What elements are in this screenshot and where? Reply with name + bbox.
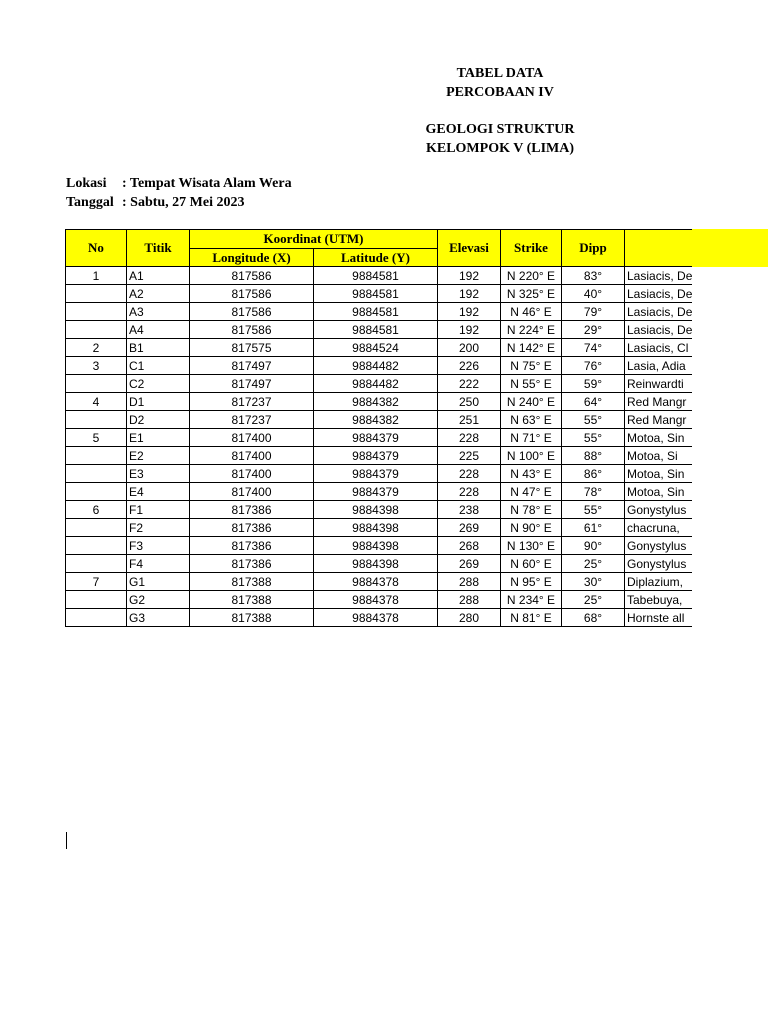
- cell-elevasi: 228: [438, 429, 501, 447]
- cell-titik: B1: [127, 339, 190, 357]
- cell-strike: N 81° E: [501, 609, 562, 627]
- cell-no: [66, 483, 127, 501]
- header-elevasi: Elevasi: [438, 230, 501, 267]
- cell-dipp: 78°: [562, 483, 625, 501]
- cell-dipp: 59°: [562, 375, 625, 393]
- cell-titik: G2: [127, 591, 190, 609]
- header-strike: Strike: [501, 230, 562, 267]
- cell-keterangan: Lasiacis, De: [625, 285, 693, 303]
- cell-strike: N 325° E: [501, 285, 562, 303]
- tanggal-line: [66, 195, 245, 211]
- cell-dipp: 90°: [562, 537, 625, 555]
- cell-latitude: 9884382: [314, 411, 438, 429]
- cell-no: 1: [66, 267, 127, 285]
- table-row: [66, 375, 693, 393]
- cell-no: 5: [66, 429, 127, 447]
- cell-strike: N 100° E: [501, 447, 562, 465]
- cell-latitude: 9884482: [314, 357, 438, 375]
- title-line-4: KELOMPOK V (LIMA): [425, 141, 575, 156]
- cell-latitude: 9884581: [314, 321, 438, 339]
- cell-keterangan: Diplazium,: [625, 573, 693, 591]
- cell-no: [66, 519, 127, 537]
- cell-dipp: 30°: [562, 573, 625, 591]
- cell-elevasi: 226: [438, 357, 501, 375]
- cell-keterangan: Motoa, Sin: [625, 429, 693, 447]
- cell-longitude: 817386: [190, 501, 314, 519]
- cell-keterangan: Lasiacis, De: [625, 303, 693, 321]
- cell-longitude: 817400: [190, 483, 314, 501]
- cell-strike: N 90° E: [501, 519, 562, 537]
- cell-no: [66, 465, 127, 483]
- cell-latitude: 9884378: [314, 591, 438, 609]
- cell-no: [66, 285, 127, 303]
- table-row: [66, 609, 693, 627]
- cell-longitude: 817497: [190, 357, 314, 375]
- cell-titik: A1: [127, 267, 190, 285]
- cell-longitude: 817386: [190, 519, 314, 537]
- cell-dipp: 88°: [562, 447, 625, 465]
- cell-no: 3: [66, 357, 127, 375]
- cell-latitude: 9884379: [314, 483, 438, 501]
- cell-keterangan: chacruna,: [625, 519, 693, 537]
- cell-dipp: 74°: [562, 339, 625, 357]
- table-row: [66, 285, 693, 303]
- cell-titik: F3: [127, 537, 190, 555]
- cell-latitude: 9884581: [314, 285, 438, 303]
- cell-strike: N 63° E: [501, 411, 562, 429]
- cell-longitude: 817586: [190, 321, 314, 339]
- cell-no: [66, 321, 127, 339]
- table-row: [66, 411, 693, 429]
- cell-latitude: 9884382: [314, 393, 438, 411]
- header-longitude: Longitude (X): [190, 249, 314, 267]
- header-no: No: [66, 230, 127, 267]
- header-dipp: Dipp: [562, 230, 625, 267]
- title-line-1: TABEL DATA: [456, 66, 544, 81]
- cell-latitude: 9884379: [314, 447, 438, 465]
- cell-strike: N 60° E: [501, 555, 562, 573]
- title-line-2: PERCOBAAN IV: [446, 85, 554, 100]
- cell-titik: E2: [127, 447, 190, 465]
- cell-dipp: 40°: [562, 285, 625, 303]
- cell-titik: F4: [127, 555, 190, 573]
- table-row: [66, 303, 693, 321]
- cell-keterangan: Motoa, Sin: [625, 483, 693, 501]
- text-cursor: [66, 832, 67, 849]
- cell-latitude: 9884398: [314, 555, 438, 573]
- table-row: [66, 519, 693, 537]
- cell-no: [66, 375, 127, 393]
- cell-latitude: 9884581: [314, 267, 438, 285]
- cell-no: 4: [66, 393, 127, 411]
- cell-dipp: 55°: [562, 429, 625, 447]
- header-fill-overflow: [686, 229, 768, 267]
- cell-longitude: 817386: [190, 537, 314, 555]
- cell-dipp: 79°: [562, 303, 625, 321]
- cell-titik: A3: [127, 303, 190, 321]
- cell-titik: E4: [127, 483, 190, 501]
- table-row: [66, 393, 693, 411]
- cell-strike: N 220° E: [501, 267, 562, 285]
- cell-strike: N 71° E: [501, 429, 562, 447]
- table-row: [66, 267, 693, 285]
- cell-longitude: 817400: [190, 465, 314, 483]
- cell-dipp: 76°: [562, 357, 625, 375]
- cell-latitude: 9884379: [314, 429, 438, 447]
- table-row: [66, 429, 693, 447]
- cell-strike: N 78° E: [501, 501, 562, 519]
- table-row: [66, 591, 693, 609]
- cell-latitude: 9884378: [314, 609, 438, 627]
- header-koordinat: Koordinat (UTM): [190, 230, 438, 249]
- cell-latitude: 9884398: [314, 519, 438, 537]
- cell-latitude: 9884379: [314, 465, 438, 483]
- cell-elevasi: 288: [438, 591, 501, 609]
- cell-elevasi: 225: [438, 447, 501, 465]
- table-header: [66, 230, 693, 267]
- cell-longitude: 817400: [190, 429, 314, 447]
- cell-elevasi: 269: [438, 519, 501, 537]
- cell-dipp: 55°: [562, 411, 625, 429]
- table-row: [66, 447, 693, 465]
- header-keterangan: [625, 230, 693, 267]
- cell-dipp: 55°: [562, 501, 625, 519]
- cell-strike: N 75° E: [501, 357, 562, 375]
- cell-elevasi: 268: [438, 537, 501, 555]
- cell-elevasi: 288: [438, 573, 501, 591]
- cell-no: [66, 555, 127, 573]
- cell-titik: F1: [127, 501, 190, 519]
- cell-dipp: 68°: [562, 609, 625, 627]
- cell-keterangan: Red Mangr: [625, 411, 693, 429]
- cell-elevasi: 280: [438, 609, 501, 627]
- cell-no: [66, 447, 127, 465]
- cell-elevasi: 251: [438, 411, 501, 429]
- cell-dipp: 61°: [562, 519, 625, 537]
- cell-elevasi: 228: [438, 465, 501, 483]
- title-line-3: GEOLOGI STRUKTUR: [425, 122, 575, 137]
- cell-longitude: 817586: [190, 267, 314, 285]
- cell-dipp: 25°: [562, 591, 625, 609]
- cell-longitude: 817237: [190, 393, 314, 411]
- cell-strike: N 46° E: [501, 303, 562, 321]
- cell-strike: N 234° E: [501, 591, 562, 609]
- data-table: [65, 229, 692, 627]
- cell-elevasi: 228: [438, 483, 501, 501]
- cell-no: 7: [66, 573, 127, 591]
- cell-elevasi: 222: [438, 375, 501, 393]
- cell-dipp: 64°: [562, 393, 625, 411]
- table-row: [66, 573, 693, 591]
- lokasi-label: Lokasi: [66, 176, 107, 191]
- cell-no: [66, 411, 127, 429]
- cell-longitude: 817388: [190, 609, 314, 627]
- cell-dipp: 25°: [562, 555, 625, 573]
- cell-longitude: 817388: [190, 591, 314, 609]
- cell-elevasi: 192: [438, 267, 501, 285]
- cell-no: [66, 537, 127, 555]
- cell-titik: F2: [127, 519, 190, 537]
- header-latitude: Latitude (Y): [314, 249, 438, 267]
- cell-keterangan: Lasiacis, Cl: [625, 339, 693, 357]
- tanggal-label: Tanggal: [66, 195, 114, 210]
- table-row: [66, 357, 693, 375]
- cell-strike: N 130° E: [501, 537, 562, 555]
- cell-titik: D2: [127, 411, 190, 429]
- cell-dipp: 83°: [562, 267, 625, 285]
- cell-latitude: 9884482: [314, 375, 438, 393]
- cell-dipp: 86°: [562, 465, 625, 483]
- cell-keterangan: Lasiacis, De: [625, 321, 693, 339]
- table-row: [66, 483, 693, 501]
- cell-titik: E3: [127, 465, 190, 483]
- cell-elevasi: 238: [438, 501, 501, 519]
- cell-elevasi: 250: [438, 393, 501, 411]
- table-row: [66, 339, 693, 357]
- cell-keterangan: Tabebuya,: [625, 591, 693, 609]
- cell-longitude: 817237: [190, 411, 314, 429]
- cell-latitude: 9884378: [314, 573, 438, 591]
- cell-longitude: 817388: [190, 573, 314, 591]
- cell-titik: C2: [127, 375, 190, 393]
- cell-keterangan: Lasiacis, De: [625, 267, 693, 285]
- table-row: [66, 555, 693, 573]
- table-row: [66, 537, 693, 555]
- cell-titik: D1: [127, 393, 190, 411]
- cell-keterangan: Red Mangr: [625, 393, 693, 411]
- cell-no: 2: [66, 339, 127, 357]
- cell-titik: A2: [127, 285, 190, 303]
- cell-keterangan: Lasia, Adia: [625, 357, 693, 375]
- table-row: [66, 501, 693, 519]
- cell-keterangan: Hornste all: [625, 609, 693, 627]
- cell-elevasi: 192: [438, 285, 501, 303]
- cell-latitude: 9884581: [314, 303, 438, 321]
- cell-titik: G1: [127, 573, 190, 591]
- cell-no: [66, 303, 127, 321]
- cell-strike: N 142° E: [501, 339, 562, 357]
- lokasi-line: [66, 176, 292, 192]
- cell-no: [66, 591, 127, 609]
- cell-elevasi: 269: [438, 555, 501, 573]
- cell-longitude: 817586: [190, 303, 314, 321]
- cell-longitude: 817386: [190, 555, 314, 573]
- cell-strike: N 47° E: [501, 483, 562, 501]
- header-titik: Titik: [127, 230, 190, 267]
- cell-keterangan: Gonystylus: [625, 501, 693, 519]
- table-row: [66, 321, 693, 339]
- cell-elevasi: 192: [438, 303, 501, 321]
- cell-titik: C1: [127, 357, 190, 375]
- cell-longitude: 817497: [190, 375, 314, 393]
- cell-titik: A4: [127, 321, 190, 339]
- cell-longitude: 817400: [190, 447, 314, 465]
- tanggal-value: : Sabtu, 27 Mei 2023: [122, 195, 245, 210]
- cell-latitude: 9884524: [314, 339, 438, 357]
- cell-elevasi: 200: [438, 339, 501, 357]
- cell-keterangan: Gonystylus: [625, 537, 693, 555]
- table-row: [66, 465, 693, 483]
- cell-longitude: 817586: [190, 285, 314, 303]
- lokasi-value: : Tempat Wisata Alam Wera: [122, 176, 292, 191]
- cell-keterangan: Gonystylus: [625, 555, 693, 573]
- cell-strike: N 95° E: [501, 573, 562, 591]
- cell-strike: N 43° E: [501, 465, 562, 483]
- cell-no: 6: [66, 501, 127, 519]
- table-body: [66, 267, 693, 627]
- cell-strike: N 55° E: [501, 375, 562, 393]
- cell-latitude: 9884398: [314, 501, 438, 519]
- cell-no: [66, 609, 127, 627]
- cell-strike: N 224° E: [501, 321, 562, 339]
- cell-titik: G3: [127, 609, 190, 627]
- cell-elevasi: 192: [438, 321, 501, 339]
- cell-longitude: 817575: [190, 339, 314, 357]
- cell-keterangan: Motoa, Si: [625, 447, 693, 465]
- cell-titik: E1: [127, 429, 190, 447]
- cell-strike: N 240° E: [501, 393, 562, 411]
- cell-keterangan: Motoa, Sin: [625, 465, 693, 483]
- cell-keterangan: Reinwardti: [625, 375, 693, 393]
- cell-dipp: 29°: [562, 321, 625, 339]
- cell-latitude: 9884398: [314, 537, 438, 555]
